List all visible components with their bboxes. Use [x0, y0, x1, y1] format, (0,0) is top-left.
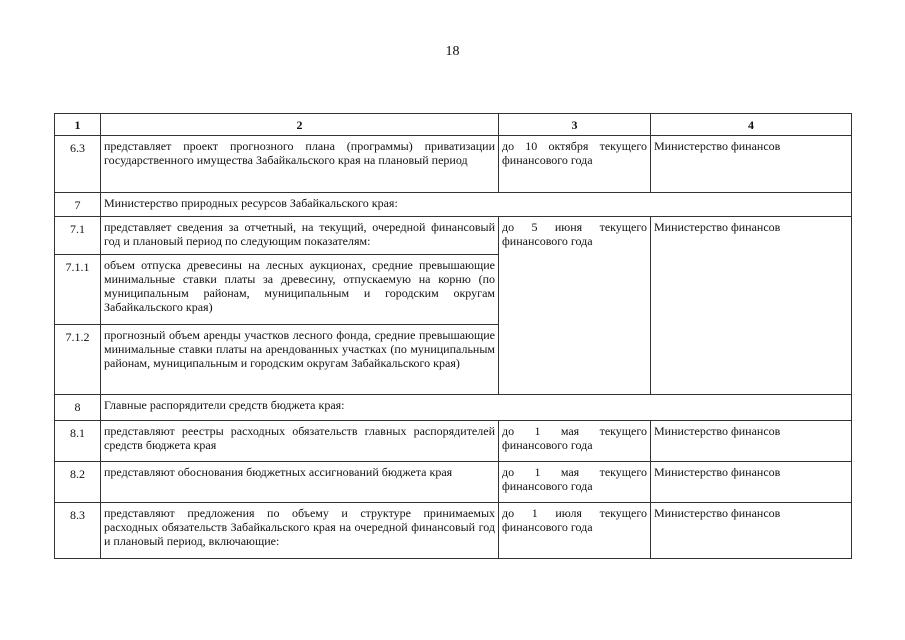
row-recipient: Министерство финансов: [651, 503, 852, 559]
column-header: 1: [55, 114, 101, 136]
table-row: [55, 217, 852, 255]
row-recipient: Министерство финансов: [651, 136, 852, 193]
row-text: представляет проект прогнозного плана (программы) приватизации государственного имущества Забайкальского края на плановый период: [101, 136, 499, 193]
row-text: представляют предложения по объему и структуре принимаемых расходных обязательств Забайкальского края на очередной финансовый год и плановый период, включающие:: [101, 503, 499, 559]
row-recipient: Министерство финансов: [651, 462, 852, 503]
section-row: [55, 193, 852, 217]
section-row: [55, 395, 852, 421]
column-header: 4: [651, 114, 852, 136]
row-deadline: до 1 мая текущего финансового года: [499, 462, 651, 503]
row-number: 8.3: [55, 503, 101, 559]
row-text: представляют обоснования бюджетных ассигнований бюджета края: [101, 462, 499, 503]
row-text: прогнозный объем аренды участков лесного фонда, средние превышающие минимальные ставки платы на арендованных участках (по муниципальным районам, муниципальным и городским округам Забайкальского края): [101, 325, 499, 395]
column-header: 3: [499, 114, 651, 136]
table-row: [55, 421, 852, 462]
row-number: 8.1: [55, 421, 101, 462]
row-text: представляет сведения за отчетный, на текущий, очередной финансовый год и плановый период по следующим показателям:: [101, 217, 499, 255]
table-header-row: [55, 114, 852, 136]
row-deadline: до 5 июня текущего финансового года: [499, 217, 651, 395]
page-number: 18: [445, 44, 460, 59]
row-number: 8: [55, 395, 101, 421]
table-row: [55, 503, 852, 559]
row-number: 7.1.1: [55, 255, 101, 325]
row-recipient: Министерство финансов: [651, 217, 852, 395]
row-deadline: до 1 июля текущего финансового года: [499, 503, 651, 559]
row-number: 6.3: [55, 136, 101, 193]
row-number: 7.1.2: [55, 325, 101, 395]
obligations-table: [54, 113, 852, 559]
table-row: [55, 136, 852, 193]
row-number: 7.1: [55, 217, 101, 255]
row-number: 8.2: [55, 462, 101, 503]
row-deadline: до 10 октября текущего финансового года: [499, 136, 651, 193]
row-number: 7: [55, 193, 101, 217]
row-text: объем отпуска древесины на лесных аукционах, средние превышающие минимальные ставки платы за древесину, отпускаемую на корню (по муниципальным районам, муниципальным и городским округам Забайкальского края): [101, 255, 499, 325]
section-title: Главные распорядители средств бюджета края:: [101, 395, 852, 421]
row-recipient: Министерство финансов: [651, 421, 852, 462]
row-deadline: до 1 мая текущего финансового года: [499, 421, 651, 462]
row-text: представляют реестры расходных обязательств главных распорядителей средств бюджета края: [101, 421, 499, 462]
section-title: Министерство природных ресурсов Забайкальского края:: [101, 193, 852, 217]
table-row: [55, 462, 852, 503]
column-header: 2: [101, 114, 499, 136]
